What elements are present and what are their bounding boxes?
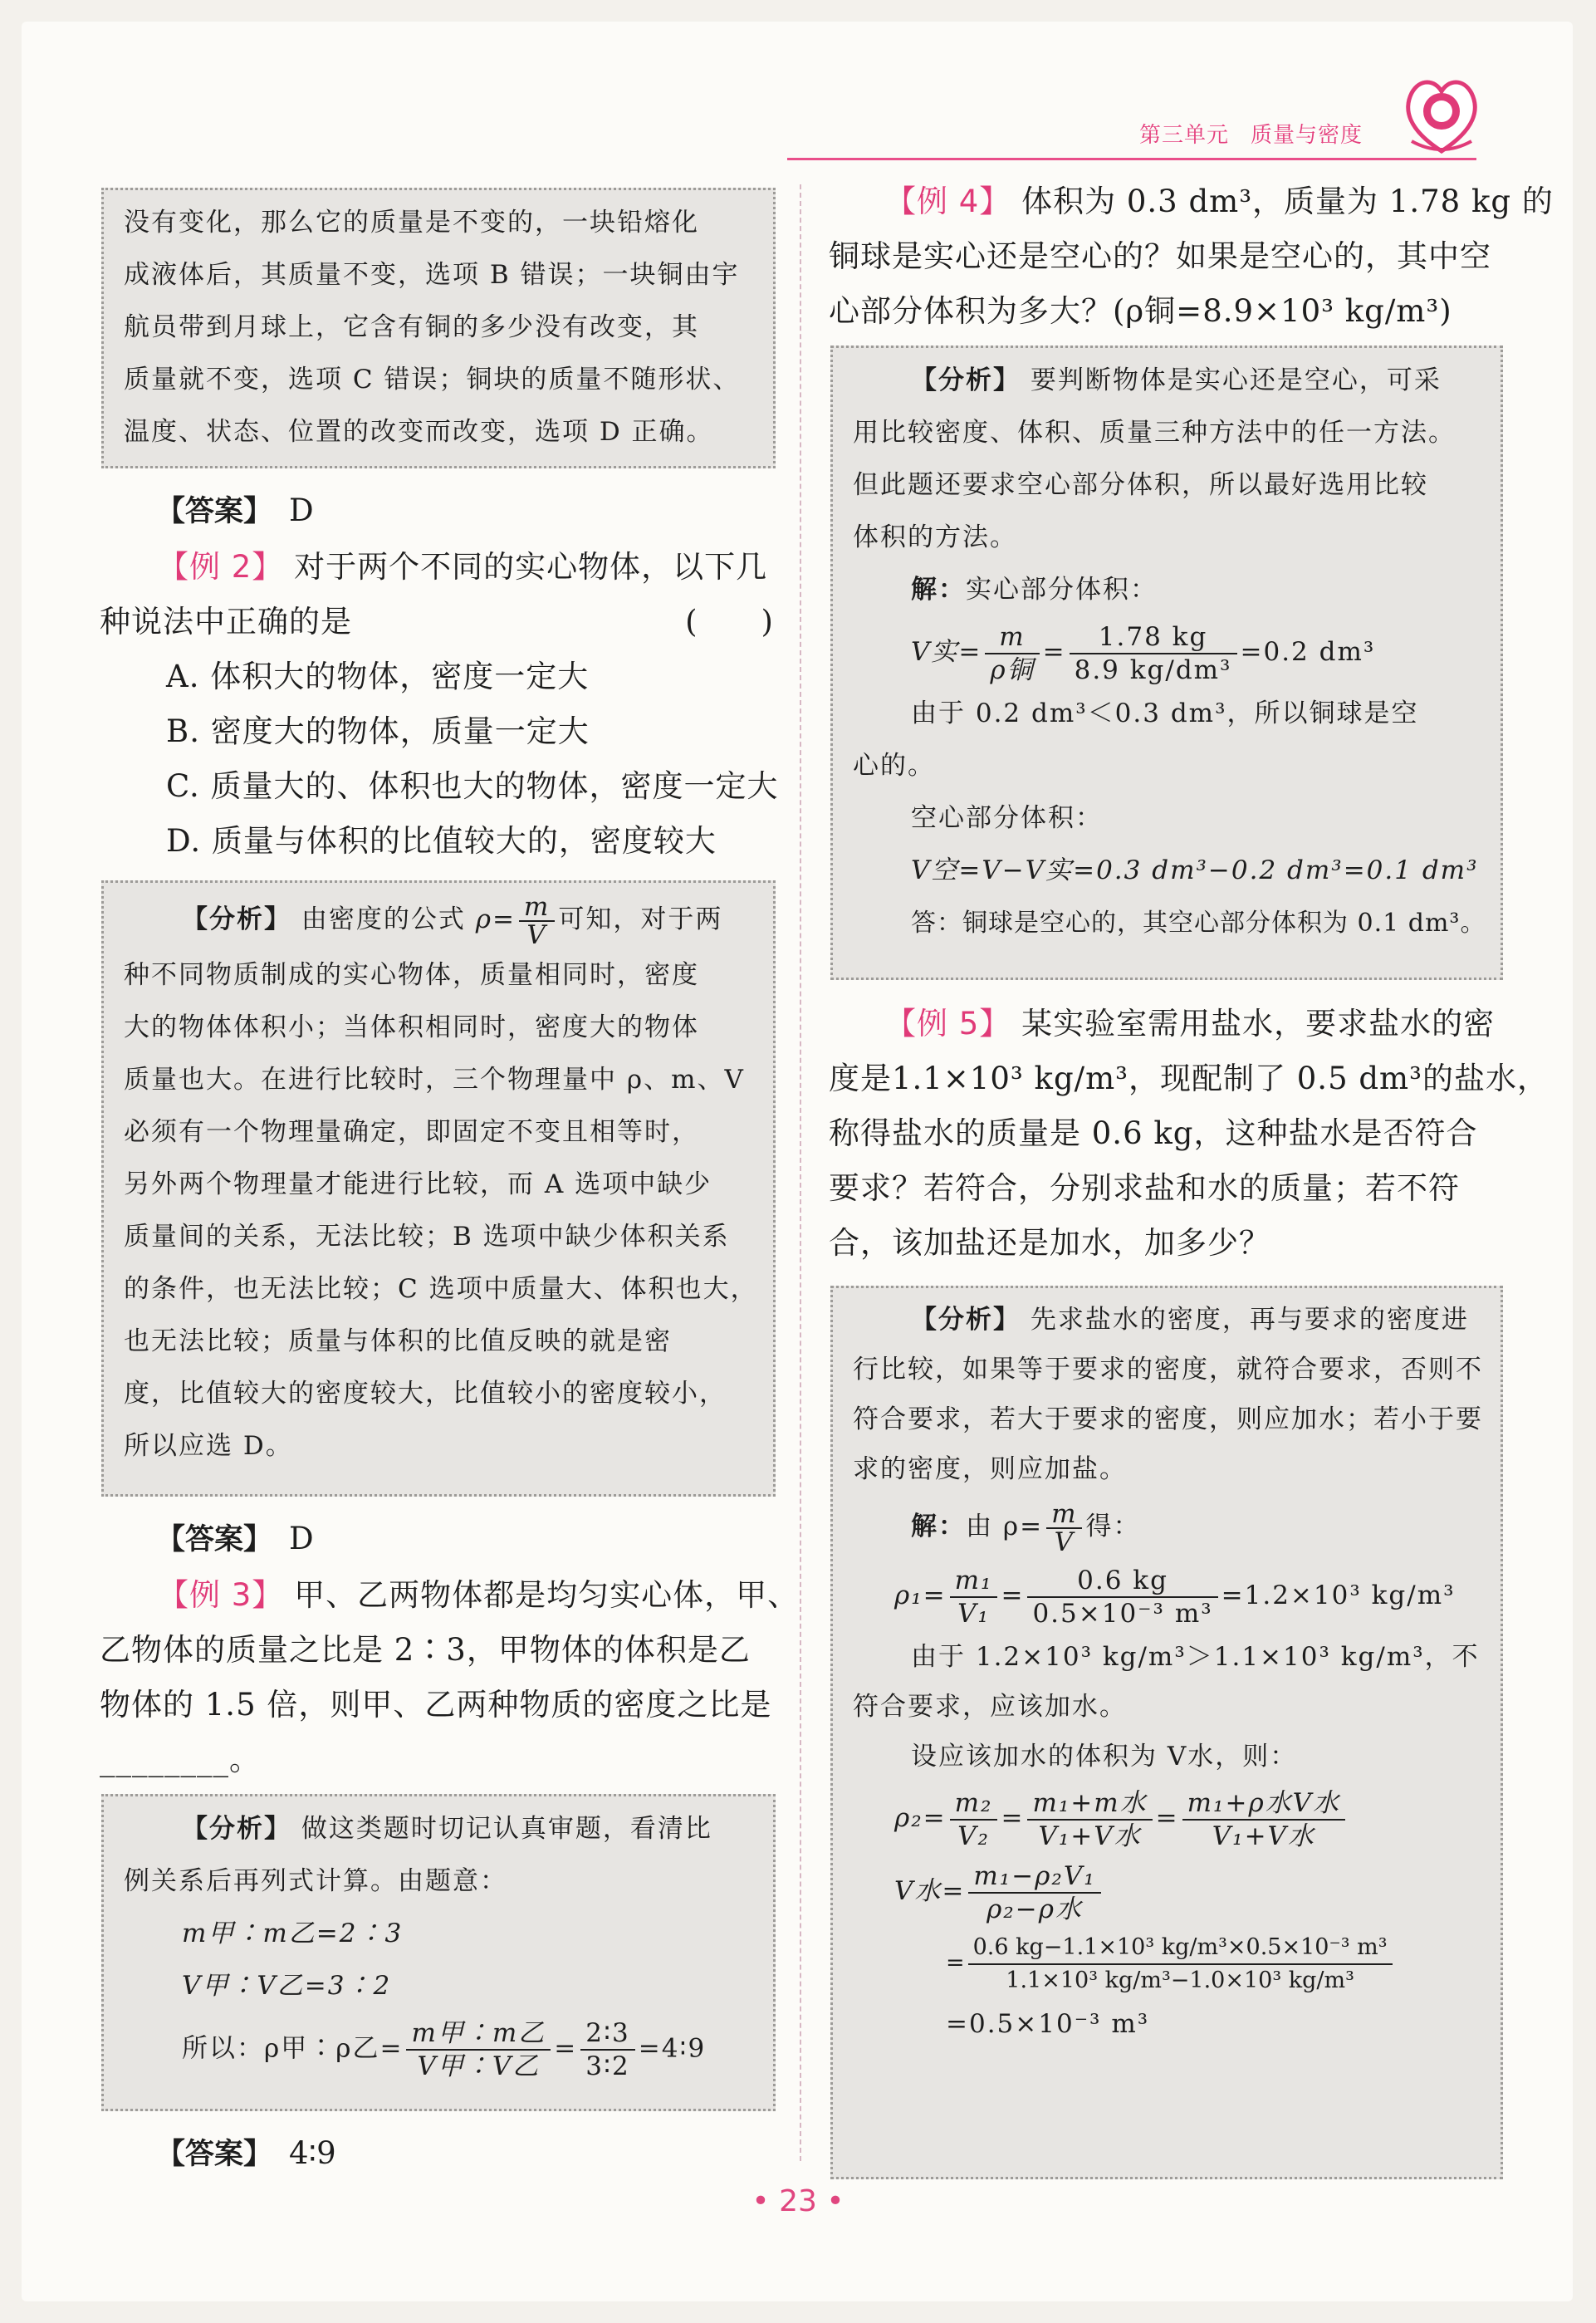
text-line: 由于 1.2×10³ kg/m³＞1.1×10³ kg/m³，不 [911,1642,1480,1672]
option-c: C. 质量大的、体积也大的物体，密度一定大 [166,768,779,804]
numerator: m甲∶m乙 [406,2017,551,2051]
text-line: 求的密度，则应加盐。 [853,1454,1127,1484]
question-text: 种说法中正确的是 [100,604,352,640]
fraction [580,2017,635,2082]
formula-line: V甲∶V乙=3∶2 [182,1971,392,2001]
denominator: V₁+V水 [1038,1821,1142,1851]
text-line: 也无法比较；质量与体积的比值反映的就是密 [124,1326,672,1356]
analysis-box-continued [101,188,776,468]
text-line: 心的。 [853,751,935,781]
numerator: 2∶3 [580,2017,635,2051]
text-line: 质量间的关系，无法比较；B 选项中缺少体积关系 [124,1222,730,1252]
analysis-tag: 【分析】 [182,1814,291,1844]
question-text: ________。 [100,1742,261,1777]
fraction [519,891,555,950]
school-logo-icon [1400,70,1483,159]
numerator: m₁+ρ水V水 [1182,1787,1345,1821]
solution-tag: 解： [911,575,966,605]
formula-rho2: ρ₂= [894,1803,947,1833]
text-line: 的条件，也无法比较；C 选项中质量大、体积也大， [124,1274,758,1304]
final-result: =0.5×10⁻³ m³ [946,2009,1150,2039]
text-span: 先求盐水的密度，再与要求的密度进 [1030,1305,1469,1335]
denominator: 0.5×10⁻³ m³ [1032,1598,1213,1629]
denominator: ρ₂−ρ水 [986,1894,1083,1924]
denominator: V₁+V水 [1212,1821,1315,1851]
question-text: 物体的 1.5 倍，则甲、乙两种物质的密度之比是 [100,1687,772,1723]
text-line: 体积的方法。 [853,522,1017,552]
fraction [1027,1565,1217,1630]
example-2 [100,540,781,869]
text-line: 另外两个物理量才能进行比较，而 A 选项中缺少 [124,1169,712,1199]
question-text: 对于两个不同的实心物体，以下几 [294,549,768,585]
text-line: 符合要求，若大于要求的密度，则应加水；若小于要 [853,1404,1483,1434]
text-span: =4∶9 [638,2033,707,2064]
example-3 [100,1568,800,1787]
example-tag: 【例 3】 [158,1577,284,1613]
denominator: V [526,919,547,950]
denominator: 8.9 kg/dm³ [1074,654,1232,685]
example-tag: 【例 5】 [885,1006,1011,1041]
denominator: 3∶2 [585,2051,630,2081]
text-line: 种不同物质制成的实心物体，质量相同时，密度 [124,960,699,990]
column-divider [800,184,801,2161]
header-rule [787,158,1476,160]
text-line: 温度、状态、位置的改变而改变，选项 D 正确。 [124,417,714,447]
analysis-box-3: 【分析】 做这类题时切记认真审题，看清比 例关系后再列式计算。由题意： m甲∶m乙=2∶3 V甲∶V乙=3∶2 所以：ρ甲∶ρ乙= $\frac{\text{m甲∶m乙}}{\text{V甲∶V乙}}$ = $\frac{2∶3}{3∶2}$ =4∶9 [101,1794,776,2111]
option-a: A. 体积大的物体，密度一定大 [166,659,590,694]
fraction [1182,1787,1345,1852]
example-tag: 【例 4】 [885,184,1011,219]
analysis-tag: 【分析】 [182,904,291,934]
answer-2 [156,1517,314,1558]
text-span: 所以：ρ甲∶ρ乙= [182,2033,404,2064]
question-text: 要求？若符合，分别求盐和水的质量；若不符 [829,1170,1460,1206]
formula-rho: ρ= [475,904,516,934]
example-5 [829,997,1549,1271]
answer-tag: 【答案】 [156,1523,273,1556]
numerator: m₂ [950,1787,998,1821]
answer-value: D [289,493,314,528]
text-line: 必须有一个物理量确定，即固定不变且相等时， [124,1117,699,1147]
fraction [950,1787,998,1852]
question-text: 铜球是实心还是空心的？如果是空心的，其中空 [829,238,1491,274]
text-line: 所以应选 D。 [124,1431,293,1461]
formula-vw: V水= [894,1876,966,1906]
fraction [1070,621,1237,686]
answer-tag: 【答案】 [156,2138,273,2171]
text-line: 行比较，如果等于要求的密度，就符合要求，否则不 [853,1355,1483,1384]
numerator: m [1046,1501,1082,1529]
text-span: =0.2 dm³ [1240,637,1376,667]
question-text: 心部分体积为多大？(ρ铜=8.9×10³ kg/m³) [829,293,1452,329]
topic-label: 质量与密度 [1251,123,1363,148]
text-span: 要判断物体是实心还是空心，可采 [1030,365,1442,395]
text-line: 设应该加水的体积为 V水，则： [911,1742,1298,1772]
example-tag: 【例 2】 [158,549,284,585]
formula-line: V空=V−V实=0.3 dm³−0.2 dm³=0.1 dm³ [911,855,1479,885]
text-line: 成液体后，其质量不变，选项 B 错误；一块铜由宇 [124,260,740,290]
denominator: V甲∶V乙 [417,2051,541,2081]
fraction [968,1860,1100,1925]
text-line: 由于 0.2 dm³＜0.3 dm³，所以铜球是空 [911,698,1419,728]
running-header [1139,118,1384,149]
answer-blank: ( ) [685,604,774,640]
answer-3 [156,2131,336,2173]
question-text: 某实验室需用盐水，要求盐水的密 [1021,1006,1496,1041]
numerator: m [985,621,1039,654]
denominator: 1.1×10³ kg/m³−1.0×10³ kg/m³ [1006,1967,1354,1993]
text-line: 空心部分体积： [911,803,1103,833]
denominator: ρ铜 [990,654,1035,685]
fraction [406,2017,551,2082]
text-line: 例关系后再列式计算。由题意： [124,1866,507,1896]
numerator: m₁+m水 [1027,1787,1152,1821]
solution-tag: 解： [911,1512,966,1541]
text-line: 符合要求，应该加水。 [853,1692,1127,1722]
analysis-box-4: 【分析】 要判断物体是实心还是空心，可采 用比较密度、体积、质量三种方法中的任一方法。 但此题还要求空心部分体积，所以最好选用比较 体积的方法。 解：实心部分体积： V实= $\frac{m}{\text{ρ铜}}$ = $\frac{1.78 kg}{\text{8.9 kg/dm³}}$ =0.2 dm³ 由于 0.2 dm³＜0.3 dm³，所以铜球是空 心的。 空心部分体积： V空=V−V实=0.3 dm³−0.2 dm³=0.1 dm³ 答：铜球是空心的，其空心部分体积为 0.1 dm³。 [830,346,1503,980]
numerator: m₁−ρ₂V₁ [968,1860,1100,1894]
fraction [1027,1787,1152,1852]
text-span: =1.2×10³ kg/m³ [1221,1581,1456,1610]
numerator: 1.78 kg [1070,621,1237,654]
text-line: 质量也大。在进行比较时，三个物理量中 ρ、m、V [124,1065,745,1095]
text-span: 做这类题时切记认真审题，看清比 [301,1814,712,1844]
answer-value: D [289,1521,314,1556]
unit-label: 第三单元 [1139,123,1230,148]
option-d: D. 质量与体积的比值较大的，密度较大 [166,823,717,859]
answer-tag: 【答案】 [156,495,273,528]
numerator: 0.6 kg−1.1×10³ kg/m³×0.5×10⁻³ m³ [968,1932,1393,1965]
text-span: 由密度的公式 [301,904,466,934]
text-line: 航员带到月球上，它含有铜的多少没有改变，其 [124,312,699,342]
answer-value: 4∶9 [289,2135,336,2171]
answer-1 [156,488,314,530]
option-b: B. 密度大的物体，质量一定大 [166,713,590,749]
text-line: 没有变化，那么它的质量是不变的，一块铅熔化 [124,208,699,238]
text-line: 但此题还要求空心部分体积，所以最好选用比较 [853,470,1428,500]
question-text: 称得盐水的质量是 0.6 kg，这种盐水是否符合 [829,1115,1478,1151]
text-span: 得： [1085,1512,1141,1541]
fraction [950,1565,998,1630]
text-span: 由 ρ= [966,1512,1044,1541]
conclusion-line: 答：铜球是空心的，其空心部分体积为 0.1 dm³。 [911,909,1486,938]
example-4 [829,174,1554,339]
text-line: 质量就不变，选项 C 错误；铜块的质量不随形状、 [124,365,741,395]
text-span: 实心部分体积： [966,575,1158,605]
formula-v: V实= [911,637,982,667]
fraction [1046,1498,1082,1557]
question-text: 度是1.1×10³ kg/m³，现配制了 0.5 dm³的盐水， [829,1061,1549,1096]
question-text: 体积为 0.3 dm³，质量为 1.78 kg 的 [1021,184,1554,219]
formula-line: m甲∶m乙=2∶3 [182,1919,404,1948]
fraction [985,621,1039,686]
denominator: V₁ [957,1598,990,1629]
formula-rho1: ρ₁= [894,1581,947,1610]
text-line: 大的物体体积小；当体积相同时，密度大的物体 [124,1012,699,1042]
numerator: m [519,894,555,922]
denominator: V [1054,1527,1075,1557]
text-line: 度，比值较大的密度较大，比值较小的密度较小， [124,1379,727,1409]
analysis-box-5: 【分析】 先求盐水的密度，再与要求的密度进 行比较，如果等于要求的密度，就符合要求，否则不 符合要求，若大于要求的密度，则应加水；若小于要 求的密度，则应加盐。 解：由 ρ= $\frac{m}{V}$ 得： ρ₁= $\frac{\text{m₁}}{\text{V₁}}$ = $\frac{0.6 kg}{\text{0.5×10⁻³ m³}}$ =1.2×10³ kg/m³ 由于 1.2×10³ kg/m³＞1.1×10³ kg/m³，不 符合要求，应该加水。 设应该加水的体积为 V水，则： ρ₂= $\frac{\text{m₂}}{\text{V₂}}$ = $\frac{\text{m₁+m水}}{\text{V₁+V水}}$ = $\frac{\text{m₁+ρ水V水}}{\text{V₁+V水}}$ V水= $\frac{\text{m₁−ρ₂V₁}}{\text{ρ₂−ρ水}}$ = $\frac{\text{0.6 kg−1.1×10³ kg/m³×0.5×10⁻³ m³}}{\text{1.1×10³ kg/m³−1.0×10³ kg/m³}}$ =0.5×10⁻³ m³ [830,1286,1503,2179]
denominator: V₂ [957,1821,990,1851]
analysis-tag: 【分析】 [911,365,1021,395]
text-span: 可知，对于两 [558,904,723,934]
question-text: 乙物体的质量之比是 2∶3，甲物体的体积是乙 [100,1632,751,1668]
page-number: • 23 • [751,2184,845,2218]
fraction [968,1932,1393,1997]
analysis-box-2 [101,880,776,1497]
question-text: 合，该加盐还是加水，加多少？ [829,1225,1270,1261]
text-line: 用比较密度、体积、质量三种方法中的任一方法。 [853,418,1456,448]
numerator: 0.6 kg [1027,1565,1217,1598]
numerator: m₁ [950,1565,998,1598]
question-text: 甲、乙两物体都是均匀实心体，甲、 [294,1577,800,1613]
analysis-tag: 【分析】 [911,1305,1021,1335]
